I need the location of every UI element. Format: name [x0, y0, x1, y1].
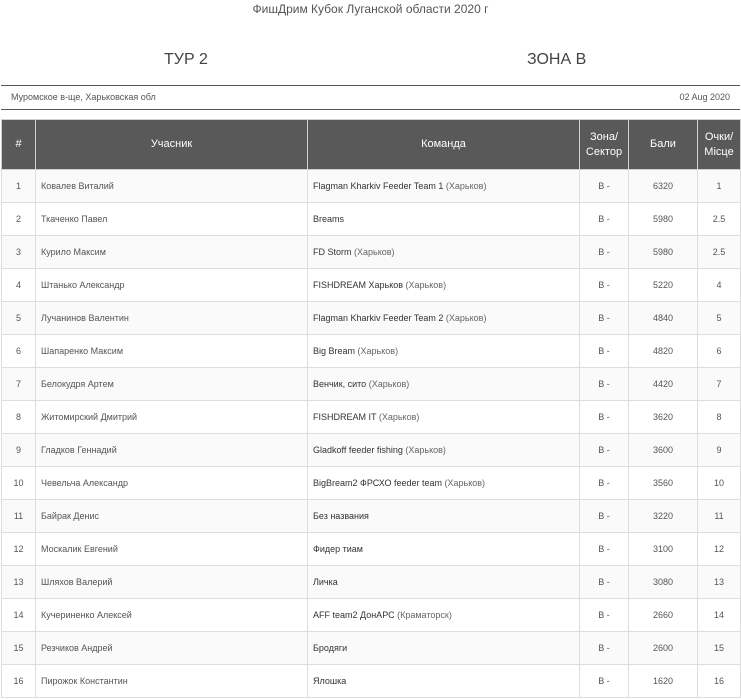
team-city: (Харьков) — [368, 379, 410, 389]
points-place-cell: 15 — [698, 632, 741, 665]
team-city: (Харьков) — [445, 313, 487, 323]
participant-name-cell: Белокудря Артем — [36, 368, 308, 401]
results-table — [1, 119, 741, 698]
column-header-num: # — [2, 120, 36, 170]
team-city: (Харьков) — [444, 478, 486, 488]
row-number-cell: 15 — [2, 632, 36, 665]
page-title: ФишДрим Кубок Луганской области 2020 г — [252, 2, 489, 16]
team-cell — [308, 533, 580, 566]
team-name: Фидер тиам — [313, 544, 363, 554]
score-cell: 3220 — [629, 500, 698, 533]
points-place-cell: 16 — [698, 665, 741, 698]
participant-name-cell: Кучериненко Алексей — [36, 599, 308, 632]
team-name: Gladkoff feeder fishing — [313, 445, 403, 455]
table-row — [2, 368, 741, 401]
points-place-cell: 13 — [698, 566, 741, 599]
participant-name-cell: Резчиков Андрей — [36, 632, 308, 665]
participant-name-cell: Чевельча Александр — [36, 467, 308, 500]
results-body — [2, 170, 741, 698]
row-number-cell: 6 — [2, 335, 36, 368]
team-name: FD Storm — [313, 247, 352, 257]
participant-name-cell: Ковалев Виталий — [36, 170, 308, 203]
team-cell — [308, 599, 580, 632]
zone-sector-cell: B - — [580, 401, 629, 434]
score-cell: 5980 — [629, 236, 698, 269]
participant-name-cell: Житомирский Дмитрий — [36, 401, 308, 434]
score-cell: 3080 — [629, 566, 698, 599]
row-number-cell: 1 — [2, 170, 36, 203]
points-place-cell: 10 — [698, 467, 741, 500]
score-cell: 3600 — [629, 434, 698, 467]
team-name: Breams — [313, 214, 345, 224]
participant-name-cell: Пирожок Константин — [36, 665, 308, 698]
column-header-points — [698, 120, 741, 170]
column-header-team: Команда — [308, 120, 580, 170]
column-header-zone — [580, 120, 629, 170]
row-number-cell: 13 — [2, 566, 36, 599]
zone-sector-cell: B - — [580, 236, 629, 269]
team-cell — [308, 665, 580, 698]
column-header-score: Бали — [629, 120, 698, 170]
table-row — [2, 632, 741, 665]
participant-name-cell: Шляхов Валерий — [36, 566, 308, 599]
team-city: (Харьков) — [445, 181, 487, 191]
table-header-row — [2, 120, 741, 170]
zone-sector-cell: B - — [580, 170, 629, 203]
score-cell: 3560 — [629, 467, 698, 500]
points-place-cell: 14 — [698, 599, 741, 632]
team-city: (Краматорск) — [397, 610, 452, 620]
zone-sector-cell: B - — [580, 599, 629, 632]
row-number-cell: 4 — [2, 269, 36, 302]
team-cell — [308, 335, 580, 368]
team-name: Ялошка — [313, 676, 347, 686]
table-row — [2, 236, 741, 269]
row-number-cell: 7 — [2, 368, 36, 401]
score-cell: 6320 — [629, 170, 698, 203]
column-header-zone-line2: Сектор — [585, 145, 623, 158]
row-number-cell: 16 — [2, 665, 36, 698]
zone-sector-cell: B - — [580, 533, 629, 566]
row-number-cell: 2 — [2, 203, 36, 236]
participant-name-cell: Штанько Александр — [36, 269, 308, 302]
zone-sector-cell: B - — [580, 203, 629, 236]
participant-name-cell: Шапаренко Максим — [36, 335, 308, 368]
score-cell: 1620 — [629, 665, 698, 698]
team-cell — [308, 236, 580, 269]
team-name: AFF team2 ДонАРС — [313, 610, 395, 620]
zone-sector-cell: B - — [580, 467, 629, 500]
team-cell — [308, 632, 580, 665]
points-place-cell: 12 — [698, 533, 741, 566]
row-number-cell: 14 — [2, 599, 36, 632]
team-name: Без названия — [313, 511, 369, 521]
team-city: (Харьков) — [354, 247, 395, 257]
table-row — [2, 170, 741, 203]
score-cell: 4820 — [629, 335, 698, 368]
venue-text: Муромское в-ще, Харьковская обл — [11, 92, 156, 102]
participant-name-cell: Курило Максим — [36, 236, 308, 269]
row-number-cell: 12 — [2, 533, 36, 566]
team-name: Личка — [313, 577, 338, 587]
team-name: FISHDREAM IT — [313, 412, 377, 422]
team-name: FISHDREAM Харьков — [313, 280, 404, 290]
table-row — [2, 533, 741, 566]
table-row — [2, 434, 741, 467]
zone-sector-cell: B - — [580, 434, 629, 467]
table-row — [2, 566, 741, 599]
team-cell — [308, 170, 580, 203]
score-cell: 4840 — [629, 302, 698, 335]
column-header-zone-line1: Зона/ — [589, 130, 618, 143]
team-cell — [308, 368, 580, 401]
team-name: Flagman Kharkiv Feeder Team 2 — [313, 313, 444, 323]
score-cell: 5220 — [629, 269, 698, 302]
zone-label: ЗОНА B — [527, 51, 587, 68]
table-row — [2, 599, 741, 632]
team-name: Венчик, сито — [313, 379, 367, 389]
points-place-cell: 5 — [698, 302, 741, 335]
score-cell: 2660 — [629, 599, 698, 632]
column-header-points-line2: Місце — [704, 145, 734, 158]
team-city: (Харьков) — [405, 280, 447, 290]
score-cell: 5980 — [629, 203, 698, 236]
team-cell — [308, 203, 580, 236]
team-cell — [308, 302, 580, 335]
team-name: Big Bream — [313, 346, 356, 356]
column-header-participant: Учасник — [36, 120, 308, 170]
points-place-cell: 6 — [698, 335, 741, 368]
row-number-cell: 5 — [2, 302, 36, 335]
row-number-cell: 9 — [2, 434, 36, 467]
zone-sector-cell: B - — [580, 335, 629, 368]
points-place-cell: 2.5 — [698, 236, 741, 269]
points-place-cell: 2.5 — [698, 203, 741, 236]
points-place-cell: 9 — [698, 434, 741, 467]
participant-name-cell: Москалик Евгений — [36, 533, 308, 566]
row-number-cell: 8 — [2, 401, 36, 434]
row-number-cell: 10 — [2, 467, 36, 500]
table-row — [2, 401, 741, 434]
zone-sector-cell: B - — [580, 500, 629, 533]
team-cell — [308, 401, 580, 434]
table-row — [2, 665, 741, 698]
score-cell: 2600 — [629, 632, 698, 665]
zone-sector-cell: B - — [580, 368, 629, 401]
zone-sector-cell: B - — [580, 269, 629, 302]
team-city: (Харьков) — [357, 346, 399, 356]
table-row — [2, 335, 741, 368]
table-row — [2, 467, 741, 500]
team-cell — [308, 566, 580, 599]
row-number-cell: 3 — [2, 236, 36, 269]
score-cell: 3620 — [629, 401, 698, 434]
points-place-cell: 4 — [698, 269, 741, 302]
participant-name-cell: Гладков Геннадий — [36, 434, 308, 467]
table-row — [2, 203, 741, 236]
team-cell — [308, 467, 580, 500]
table-row — [2, 269, 741, 302]
team-cell — [308, 500, 580, 533]
date-text: 02 Aug 2020 — [679, 92, 730, 102]
column-header-points-line1: Очки/ — [704, 130, 734, 143]
table-row — [2, 302, 741, 335]
points-place-cell: 1 — [698, 170, 741, 203]
team-name: BigBream2 ФРСХО feeder team — [313, 478, 442, 488]
team-city: (Харьков) — [405, 445, 446, 455]
info-bar — [1, 85, 740, 110]
team-name: Бродяги — [313, 643, 348, 653]
score-cell: 3100 — [629, 533, 698, 566]
score-cell: 4420 — [629, 368, 698, 401]
team-city: (Харьков) — [378, 412, 420, 422]
team-name: Flagman Kharkiv Feeder Team 1 — [313, 181, 444, 191]
table-row — [2, 500, 741, 533]
points-place-cell: 7 — [698, 368, 741, 401]
zone-sector-cell: B - — [580, 566, 629, 599]
row-number-cell: 11 — [2, 500, 36, 533]
participant-name-cell: Лучанинов Валентин — [36, 302, 308, 335]
participant-name-cell: Ткаченко Павел — [36, 203, 308, 236]
points-place-cell: 8 — [698, 401, 741, 434]
zone-sector-cell: B - — [580, 302, 629, 335]
zone-sector-cell: B - — [580, 632, 629, 665]
tour-label: ТУР 2 — [164, 51, 208, 68]
team-cell — [308, 434, 580, 467]
points-place-cell: 11 — [698, 500, 741, 533]
team-cell — [308, 269, 580, 302]
participant-name-cell: Байрак Денис — [36, 500, 308, 533]
zone-sector-cell: B - — [580, 665, 629, 698]
